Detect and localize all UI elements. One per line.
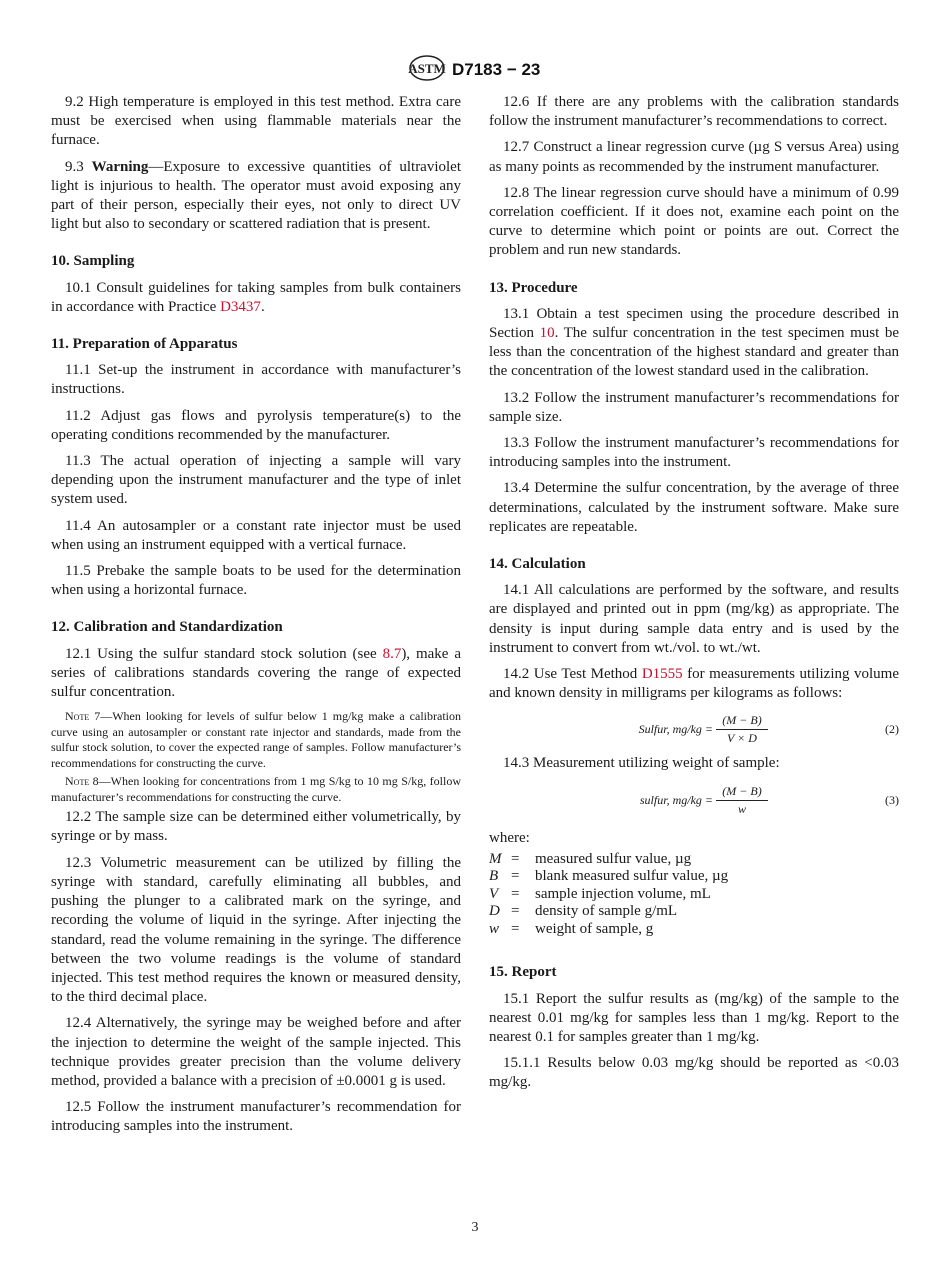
- equation-numerator: (M − B): [716, 712, 768, 730]
- paragraph: [51, 279, 461, 317]
- definition-text: blank measured sulfur value, µg: [535, 868, 729, 885]
- definition-text: measured sulfur value, µg: [535, 850, 692, 867]
- definition-equals: =: [511, 885, 520, 902]
- text-segment: 11.5 Prebake the sample boats to be used for the determination when using a horizontal furnace.: [51, 563, 461, 599]
- text-segment: —Exposure to excessive quantities of ultraviolet light is injurious to health. The operator must avoid exposing any part of their person, especially their eyes, not only to direct UV light but also to secondary or scattered radiation that is present.: [51, 158, 462, 233]
- definition-equals: =: [511, 920, 520, 937]
- definition-text: weight of sample, g: [535, 920, 654, 937]
- paragraph: [51, 407, 461, 445]
- text-segment: 11.3 The actual operation of injecting a sample will vary depending upon the instrument manufacturer and the type of inlet system used.: [51, 453, 461, 508]
- paragraph: [51, 517, 461, 555]
- definition-symbol: V: [489, 885, 499, 902]
- text-segment: 13.4 Determine the sulfur concentration, by the average of three determinations, calculated by the instrument software. Make sure replicates are repeatable.: [489, 480, 899, 535]
- section-heading: [489, 555, 899, 574]
- two-column-body: [51, 93, 950, 1144]
- equation-denominator: V × D: [727, 731, 757, 746]
- text-segment: 14.1 All calculations are performed by the software, and results are displayed and printed out in ppm (mg/kg) as appropriate. The density is input during sample data entry and is used by the instrument to convert from wt./vol. to wt./wt.: [489, 582, 899, 656]
- text-segment: where:: [489, 829, 530, 846]
- paragraph: [51, 1014, 461, 1091]
- text-segment: 14. Calculation: [489, 556, 586, 573]
- text-segment: 10. Sampling: [51, 253, 135, 270]
- svg-text:ASTM: ASTM: [408, 60, 446, 76]
- equation-denominator: w: [737, 801, 746, 816]
- text-segment: 9.3: [65, 158, 92, 175]
- page-header: [408, 55, 540, 85]
- equation-number: (3): [885, 792, 899, 807]
- text-segment: 13. Procedure: [489, 279, 578, 296]
- reference-link[interactable]: 10: [539, 325, 555, 342]
- text-segment: 14.2 Use Test Method: [503, 666, 642, 683]
- reference-link[interactable]: 8.7: [382, 645, 402, 662]
- text-segment: 12.2 The sample size can be determined either volumetrically, by syringe or by mass.: [51, 809, 461, 845]
- paragraph: [489, 305, 899, 382]
- equation-lhs: Sulfur, mg/kg =: [638, 722, 713, 737]
- paragraph: [51, 854, 461, 1008]
- paragraph: [51, 361, 461, 399]
- right-column: [489, 93, 899, 1100]
- definition-row: [489, 903, 899, 921]
- equation-number: (2): [885, 722, 899, 737]
- text-segment: .: [260, 298, 265, 315]
- text-segment: 14.3 Measurement utilizing weight of sample:: [503, 755, 780, 772]
- paragraph: [51, 562, 461, 600]
- paragraph: [489, 665, 899, 703]
- definition-text: sample injection volume, mL: [535, 885, 711, 902]
- text-segment: 13.2 Follow the instrument manufacturer’s recommendations for sample size.: [489, 389, 899, 425]
- variable-definitions: [489, 851, 899, 939]
- equation-2: [489, 712, 899, 748]
- text-segment: 9.2 High temperature is employed in this test method. Extra care must be exercised when using flammable materials near the furnace.: [51, 94, 461, 149]
- text-segment: 15.1 Report the sulfur results as (mg/kg) of the sample to the nearest 0.01 mg/kg for samples less than 1 mg/kg. Report to the nearest 0.1 for samples greater than 1 mg/kg.: [489, 990, 899, 1045]
- text-segment: 7—When looking for levels of sulfur below 1 mg/kg make a calibration curve using an autosampler or constant rate injector and standards, made from the sulfur stock solution, to cover the expected range of samples. Follow manufacturer’s recommendations for constructing the curve.: [51, 709, 461, 770]
- left-column: [51, 93, 461, 1144]
- text-segment: 11. Preparation of Apparatus: [51, 336, 238, 353]
- text-segment: 10.1 Consult guidelines for taking samples from bulk containers in accordance with Practice: [51, 279, 461, 315]
- paragraph: [51, 93, 461, 151]
- paragraph: [489, 184, 899, 261]
- text-segment: 12.4 Alternatively, the syringe may be weighed before and after the injection to determine the weight of the sample injected. This technique provides greater precision than the volume delivery method, provided a balance with a precision of ±0.0001 g is used.: [51, 1015, 461, 1089]
- text-segment: 11.2 Adjust gas flows and pyrolysis temperature(s) to the operating conditions recommended by the manufacturer.: [51, 407, 461, 443]
- paragraph: [489, 434, 899, 472]
- paragraph: [51, 1098, 461, 1136]
- text-segment: 12.5 Follow the instrument manufacturer’s recommendation for introducing samples into the instrument.: [51, 1099, 461, 1135]
- section-heading: [51, 335, 461, 354]
- definition-equals: =: [511, 850, 520, 867]
- text-segment: 12.8 The linear regression curve should have a minimum of 0.99 correlation coefficient. If it does not, examine each point on the curve to determine which point or points are out. Correct the problem and run new standards.: [489, 184, 899, 259]
- definition-symbol: B: [489, 868, 499, 885]
- section-heading: [489, 279, 899, 298]
- text-segment: for measurements utilizing volume and known density in milligrams per kilograms as follows:: [489, 666, 899, 702]
- text-segment: 12.6 If there are any problems with the calibration standards follow the instrument manufacturer’s recommendations to correct.: [489, 94, 899, 130]
- text-segment: 13.1 Obtain a test specimen using the procedure described in Section: [489, 305, 899, 342]
- paragraph: [51, 452, 461, 510]
- definition-row: [489, 886, 899, 904]
- equation-3: [489, 783, 899, 819]
- note-paragraph: [51, 774, 461, 805]
- equation-numerator: (M − B): [716, 783, 768, 801]
- definition-symbol: D: [489, 903, 500, 920]
- paragraph: [489, 479, 899, 537]
- note-label: Note: [65, 774, 90, 789]
- definition-row: [489, 921, 899, 939]
- text-segment: 8—When looking for concentrations from 1 mg S/kg to 10 mg S/kg, follow manufacturer’s recommendations for constructing the curve.: [51, 774, 461, 804]
- paragraph: [489, 990, 899, 1048]
- astm-logo-icon: [408, 54, 446, 87]
- section-heading: [489, 963, 899, 982]
- page-number: 3: [471, 1220, 479, 1235]
- text-segment: 12.1 Using the sulfur standard stock solution (see: [65, 645, 383, 662]
- text-segment: 11.4 An autosampler or a constant rate injector must be used when using an instrument equipped with a vertical furnace.: [51, 517, 461, 553]
- paragraph: [489, 829, 899, 848]
- text-segment: 12.3 Volumetric measurement can be utilized by filling the syringe with standard, carefully eliminating all bubbles, and pushing the plunger to a calibrated mark on the syringe, and recording the volume of liquid in the syringe. After injecting the standard, read the volume remaining in the syringe. The difference between the two volume readings is the volume of standard injected. This test method requires the known or measured density, to the third decimal place.: [51, 854, 461, 1006]
- text-segment: 12. Calibration and Standardization: [51, 619, 283, 636]
- paragraph: [489, 138, 899, 176]
- text-segment: 15.1.1 Results below 0.03 mg/kg should be reported as <0.03 mg/kg.: [489, 1055, 899, 1091]
- section-heading: [51, 618, 461, 637]
- note-label: Note: [65, 709, 90, 724]
- definition-row: [489, 868, 899, 886]
- section-heading: [51, 252, 461, 271]
- document-id: D7183 − 23: [452, 60, 541, 79]
- paragraph: [489, 389, 899, 427]
- definition-equals: =: [511, 903, 520, 920]
- reference-link[interactable]: D3437: [220, 298, 261, 315]
- paragraph: [51, 645, 461, 703]
- paragraph: [489, 1054, 899, 1092]
- paragraph: [51, 158, 461, 235]
- paragraph: [489, 754, 899, 773]
- text-segment: 11.1 Set-up the instrument in accordance with manufacturer’s instructions.: [51, 362, 461, 398]
- text-segment: . The sulfur concentration in the test specimen must be less than the concentration of the highest standard and greater than the concentration of the lowest standard used in the calibration.: [489, 325, 899, 380]
- definition-row: [489, 851, 899, 869]
- paragraph: [51, 808, 461, 846]
- text-segment: ), make a series of calibrations standards covering the range of expected sulfur concentration.: [51, 645, 461, 701]
- definition-text: density of sample g/mL: [535, 903, 678, 920]
- text-segment: 13.3 Follow the instrument manufacturer’s recommendations for introducing samples into the instrument.: [489, 435, 899, 471]
- paragraph: [489, 581, 899, 658]
- bold-text: Warning: [91, 158, 149, 175]
- definition-equals: =: [511, 868, 520, 885]
- definition-symbol: M: [489, 850, 502, 867]
- note-paragraph: [51, 709, 461, 771]
- reference-link[interactable]: D1555: [641, 666, 683, 683]
- definition-symbol: w: [489, 920, 500, 937]
- text-segment: 15. Report: [489, 964, 557, 981]
- text-segment: 12.7 Construct a linear regression curve (µg S versus Area) using as many points as recommended by the instrument manufacturer.: [489, 139, 899, 175]
- equation-lhs: sulfur, mg/kg =: [639, 792, 713, 807]
- paragraph: [489, 93, 899, 131]
